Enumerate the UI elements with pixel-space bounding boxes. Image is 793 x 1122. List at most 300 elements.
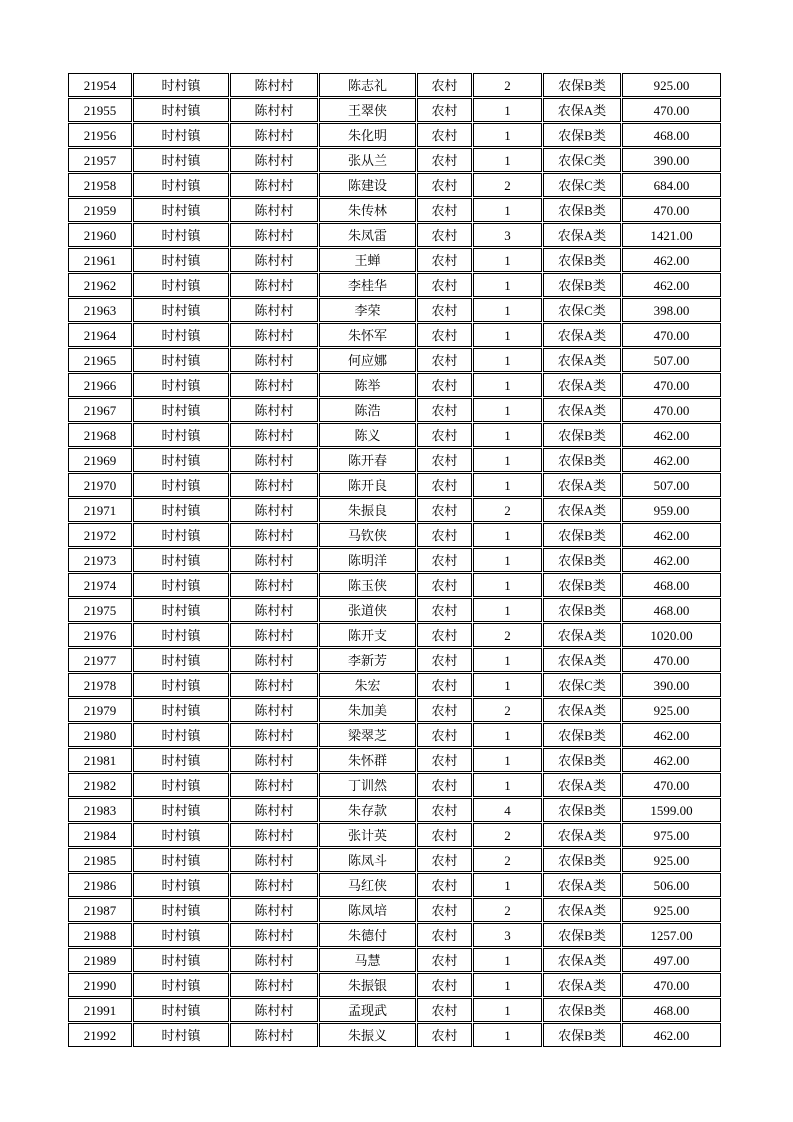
cell-id: 21963 <box>68 298 132 322</box>
cell-count: 1 <box>473 723 542 747</box>
cell-count: 1 <box>473 523 542 547</box>
table-row <box>68 323 721 347</box>
cell-amount: 684.00 <box>622 173 721 197</box>
cell-village: 陈村村 <box>230 248 318 272</box>
cell-amount: 462.00 <box>622 523 721 547</box>
table-row <box>68 798 721 822</box>
cell-amount: 1257.00 <box>622 923 721 947</box>
cell-amount: 462.00 <box>622 748 721 772</box>
insurance-table <box>67 72 722 1048</box>
cell-name: 张从兰 <box>319 148 416 172</box>
cell-count: 2 <box>473 698 542 722</box>
cell-category: 农村 <box>417 948 472 972</box>
cell-id: 21960 <box>68 223 132 247</box>
cell-id: 21984 <box>68 823 132 847</box>
cell-name: 朱振良 <box>319 498 416 522</box>
cell-id: 21958 <box>68 173 132 197</box>
cell-count: 1 <box>473 548 542 572</box>
cell-insurance_type: 农保B类 <box>543 598 621 622</box>
table-row <box>68 973 721 997</box>
cell-amount: 1599.00 <box>622 798 721 822</box>
table-row <box>68 698 721 722</box>
cell-count: 1 <box>473 648 542 672</box>
cell-id: 21959 <box>68 198 132 222</box>
cell-village: 陈村村 <box>230 98 318 122</box>
cell-village: 陈村村 <box>230 798 318 822</box>
cell-amount: 462.00 <box>622 423 721 447</box>
cell-category: 农村 <box>417 598 472 622</box>
cell-id: 21983 <box>68 798 132 822</box>
cell-amount: 1421.00 <box>622 223 721 247</box>
cell-name: 何应娜 <box>319 348 416 372</box>
cell-village: 陈村村 <box>230 873 318 897</box>
cell-amount: 959.00 <box>622 498 721 522</box>
cell-count: 1 <box>473 398 542 422</box>
cell-name: 陈志礼 <box>319 73 416 97</box>
cell-village: 陈村村 <box>230 973 318 997</box>
cell-name: 陈开支 <box>319 623 416 647</box>
cell-name: 朱化明 <box>319 123 416 147</box>
cell-village: 陈村村 <box>230 623 318 647</box>
cell-count: 1 <box>473 948 542 972</box>
cell-id: 21964 <box>68 323 132 347</box>
cell-id: 21986 <box>68 873 132 897</box>
cell-insurance_type: 农保B类 <box>543 923 621 947</box>
table-row <box>68 273 721 297</box>
cell-village: 陈村村 <box>230 123 318 147</box>
cell-town: 时村镇 <box>133 923 229 947</box>
cell-name: 丁训然 <box>319 773 416 797</box>
cell-category: 农村 <box>417 223 472 247</box>
cell-count: 1 <box>473 98 542 122</box>
cell-amount: 468.00 <box>622 573 721 597</box>
cell-category: 农村 <box>417 673 472 697</box>
cell-village: 陈村村 <box>230 298 318 322</box>
cell-amount: 975.00 <box>622 823 721 847</box>
cell-amount: 390.00 <box>622 148 721 172</box>
table-row <box>68 173 721 197</box>
cell-id: 21972 <box>68 523 132 547</box>
cell-name: 马钦侠 <box>319 523 416 547</box>
cell-town: 时村镇 <box>133 173 229 197</box>
cell-village: 陈村村 <box>230 898 318 922</box>
cell-insurance_type: 农保B类 <box>543 723 621 747</box>
cell-count: 1 <box>473 1023 542 1047</box>
cell-insurance_type: 农保A类 <box>543 398 621 422</box>
table-row <box>68 423 721 447</box>
cell-village: 陈村村 <box>230 498 318 522</box>
cell-amount: 470.00 <box>622 198 721 222</box>
cell-town: 时村镇 <box>133 248 229 272</box>
cell-count: 2 <box>473 823 542 847</box>
cell-category: 农村 <box>417 273 472 297</box>
cell-count: 2 <box>473 73 542 97</box>
cell-amount: 507.00 <box>622 348 721 372</box>
cell-id: 21976 <box>68 623 132 647</box>
cell-count: 1 <box>473 448 542 472</box>
cell-village: 陈村村 <box>230 398 318 422</box>
cell-village: 陈村村 <box>230 148 318 172</box>
cell-village: 陈村村 <box>230 1023 318 1047</box>
cell-insurance_type: 农保A类 <box>543 648 621 672</box>
cell-category: 农村 <box>417 773 472 797</box>
cell-insurance_type: 农保A类 <box>543 223 621 247</box>
cell-count: 1 <box>473 673 542 697</box>
cell-id: 21982 <box>68 773 132 797</box>
cell-category: 农村 <box>417 448 472 472</box>
cell-id: 21975 <box>68 598 132 622</box>
cell-amount: 470.00 <box>622 398 721 422</box>
cell-category: 农村 <box>417 248 472 272</box>
cell-name: 朱怀军 <box>319 323 416 347</box>
cell-village: 陈村村 <box>230 548 318 572</box>
cell-town: 时村镇 <box>133 998 229 1022</box>
cell-name: 张道侠 <box>319 598 416 622</box>
cell-town: 时村镇 <box>133 848 229 872</box>
cell-count: 3 <box>473 923 542 947</box>
cell-count: 2 <box>473 173 542 197</box>
table-row <box>68 473 721 497</box>
cell-id: 21967 <box>68 398 132 422</box>
table-row <box>68 123 721 147</box>
cell-id: 21973 <box>68 548 132 572</box>
cell-category: 农村 <box>417 198 472 222</box>
cell-name: 李桂华 <box>319 273 416 297</box>
cell-town: 时村镇 <box>133 273 229 297</box>
cell-count: 1 <box>473 248 542 272</box>
cell-category: 农村 <box>417 623 472 647</box>
cell-town: 时村镇 <box>133 898 229 922</box>
cell-insurance_type: 农保A类 <box>543 373 621 397</box>
cell-village: 陈村村 <box>230 273 318 297</box>
cell-name: 马红侠 <box>319 873 416 897</box>
table-row <box>68 98 721 122</box>
cell-insurance_type: 农保C类 <box>543 148 621 172</box>
cell-id: 21957 <box>68 148 132 172</box>
cell-amount: 507.00 <box>622 473 721 497</box>
table-row <box>68 373 721 397</box>
cell-insurance_type: 农保B类 <box>543 573 621 597</box>
cell-id: 21956 <box>68 123 132 147</box>
cell-insurance_type: 农保A类 <box>543 773 621 797</box>
table-row <box>68 923 721 947</box>
cell-village: 陈村村 <box>230 198 318 222</box>
cell-town: 时村镇 <box>133 148 229 172</box>
cell-town: 时村镇 <box>133 623 229 647</box>
cell-village: 陈村村 <box>230 348 318 372</box>
cell-village: 陈村村 <box>230 448 318 472</box>
cell-town: 时村镇 <box>133 73 229 97</box>
cell-insurance_type: 农保A类 <box>543 473 621 497</box>
cell-town: 时村镇 <box>133 798 229 822</box>
table-row <box>68 548 721 572</box>
cell-insurance_type: 农保A类 <box>543 898 621 922</box>
cell-count: 4 <box>473 798 542 822</box>
cell-name: 陈举 <box>319 373 416 397</box>
cell-amount: 470.00 <box>622 323 721 347</box>
cell-town: 时村镇 <box>133 748 229 772</box>
table-row <box>68 448 721 472</box>
cell-insurance_type: 农保B类 <box>543 748 621 772</box>
cell-category: 农村 <box>417 748 472 772</box>
cell-insurance_type: 农保A类 <box>543 823 621 847</box>
cell-amount: 468.00 <box>622 123 721 147</box>
cell-insurance_type: 农保A类 <box>543 873 621 897</box>
cell-town: 时村镇 <box>133 648 229 672</box>
cell-town: 时村镇 <box>133 448 229 472</box>
table-row <box>68 848 721 872</box>
cell-town: 时村镇 <box>133 323 229 347</box>
cell-town: 时村镇 <box>133 298 229 322</box>
cell-amount: 1020.00 <box>622 623 721 647</box>
cell-town: 时村镇 <box>133 423 229 447</box>
cell-town: 时村镇 <box>133 948 229 972</box>
cell-category: 农村 <box>417 498 472 522</box>
table-row <box>68 823 721 847</box>
cell-village: 陈村村 <box>230 698 318 722</box>
cell-id: 21965 <box>68 348 132 372</box>
cell-town: 时村镇 <box>133 373 229 397</box>
table-row <box>68 248 721 272</box>
cell-town: 时村镇 <box>133 698 229 722</box>
cell-insurance_type: 农保B类 <box>543 73 621 97</box>
cell-insurance_type: 农保B类 <box>543 848 621 872</box>
cell-name: 朱加美 <box>319 698 416 722</box>
cell-count: 1 <box>473 373 542 397</box>
table-row <box>68 223 721 247</box>
cell-id: 21990 <box>68 973 132 997</box>
cell-town: 时村镇 <box>133 523 229 547</box>
cell-amount: 925.00 <box>622 898 721 922</box>
cell-category: 农村 <box>417 123 472 147</box>
cell-id: 21968 <box>68 423 132 447</box>
cell-name: 陈凤斗 <box>319 848 416 872</box>
cell-insurance_type: 农保C类 <box>543 673 621 697</box>
cell-name: 孟现武 <box>319 998 416 1022</box>
cell-category: 农村 <box>417 323 472 347</box>
cell-insurance_type: 农保B类 <box>543 998 621 1022</box>
cell-category: 农村 <box>417 798 472 822</box>
table-row <box>68 398 721 422</box>
table-row <box>68 73 721 97</box>
cell-village: 陈村村 <box>230 473 318 497</box>
cell-amount: 390.00 <box>622 673 721 697</box>
cell-name: 朱怀群 <box>319 748 416 772</box>
cell-count: 1 <box>473 598 542 622</box>
cell-name: 朱宏 <box>319 673 416 697</box>
cell-count: 1 <box>473 123 542 147</box>
cell-category: 农村 <box>417 348 472 372</box>
table-row <box>68 573 721 597</box>
cell-count: 1 <box>473 473 542 497</box>
cell-amount: 470.00 <box>622 773 721 797</box>
cell-village: 陈村村 <box>230 673 318 697</box>
table-row <box>68 198 721 222</box>
cell-id: 21979 <box>68 698 132 722</box>
cell-id: 21991 <box>68 998 132 1022</box>
cell-village: 陈村村 <box>230 723 318 747</box>
cell-village: 陈村村 <box>230 73 318 97</box>
table-row <box>68 298 721 322</box>
cell-town: 时村镇 <box>133 348 229 372</box>
table-row <box>68 998 721 1022</box>
cell-amount: 470.00 <box>622 373 721 397</box>
cell-insurance_type: 农保A类 <box>543 623 621 647</box>
cell-name: 梁翠芝 <box>319 723 416 747</box>
cell-insurance_type: 农保B类 <box>543 123 621 147</box>
cell-insurance_type: 农保A类 <box>543 948 621 972</box>
table-row <box>68 148 721 172</box>
cell-village: 陈村村 <box>230 223 318 247</box>
cell-name: 陈开春 <box>319 448 416 472</box>
cell-village: 陈村村 <box>230 598 318 622</box>
cell-insurance_type: 农保B类 <box>543 448 621 472</box>
cell-count: 1 <box>473 773 542 797</box>
cell-category: 农村 <box>417 73 472 97</box>
cell-insurance_type: 农保B类 <box>543 523 621 547</box>
cell-id: 21978 <box>68 673 132 697</box>
cell-id: 21985 <box>68 848 132 872</box>
table-row <box>68 948 721 972</box>
cell-town: 时村镇 <box>133 823 229 847</box>
cell-amount: 470.00 <box>622 98 721 122</box>
cell-insurance_type: 农保B类 <box>543 798 621 822</box>
cell-amount: 497.00 <box>622 948 721 972</box>
cell-village: 陈村村 <box>230 373 318 397</box>
cell-town: 时村镇 <box>133 198 229 222</box>
cell-id: 21981 <box>68 748 132 772</box>
table-row <box>68 523 721 547</box>
cell-amount: 470.00 <box>622 973 721 997</box>
cell-insurance_type: 农保A类 <box>543 348 621 372</box>
cell-insurance_type: 农保C类 <box>543 173 621 197</box>
cell-count: 1 <box>473 148 542 172</box>
cell-id: 21969 <box>68 448 132 472</box>
cell-name: 朱传林 <box>319 198 416 222</box>
cell-id: 21961 <box>68 248 132 272</box>
cell-village: 陈村村 <box>230 573 318 597</box>
cell-town: 时村镇 <box>133 98 229 122</box>
cell-town: 时村镇 <box>133 548 229 572</box>
cell-town: 时村镇 <box>133 473 229 497</box>
cell-village: 陈村村 <box>230 523 318 547</box>
cell-amount: 468.00 <box>622 998 721 1022</box>
cell-count: 1 <box>473 348 542 372</box>
cell-id: 21955 <box>68 98 132 122</box>
cell-category: 农村 <box>417 423 472 447</box>
cell-count: 1 <box>473 198 542 222</box>
cell-category: 农村 <box>417 523 472 547</box>
cell-village: 陈村村 <box>230 323 318 347</box>
cell-town: 时村镇 <box>133 598 229 622</box>
cell-name: 陈建设 <box>319 173 416 197</box>
cell-town: 时村镇 <box>133 1023 229 1047</box>
cell-name: 朱振义 <box>319 1023 416 1047</box>
cell-insurance_type: 农保B类 <box>543 548 621 572</box>
insurance-table-body <box>68 73 721 1047</box>
cell-count: 1 <box>473 323 542 347</box>
cell-amount: 468.00 <box>622 598 721 622</box>
cell-insurance_type: 农保A类 <box>543 323 621 347</box>
cell-category: 农村 <box>417 373 472 397</box>
cell-name: 马慧 <box>319 948 416 972</box>
cell-name: 朱振银 <box>319 973 416 997</box>
cell-count: 3 <box>473 223 542 247</box>
cell-category: 农村 <box>417 873 472 897</box>
table-row <box>68 673 721 697</box>
cell-town: 时村镇 <box>133 723 229 747</box>
cell-town: 时村镇 <box>133 773 229 797</box>
cell-name: 朱德付 <box>319 923 416 947</box>
cell-id: 21980 <box>68 723 132 747</box>
cell-id: 21989 <box>68 948 132 972</box>
cell-category: 农村 <box>417 173 472 197</box>
cell-category: 农村 <box>417 298 472 322</box>
cell-insurance_type: 农保B类 <box>543 248 621 272</box>
cell-amount: 462.00 <box>622 723 721 747</box>
cell-id: 21992 <box>68 1023 132 1047</box>
cell-amount: 925.00 <box>622 73 721 97</box>
cell-category: 农村 <box>417 998 472 1022</box>
cell-amount: 506.00 <box>622 873 721 897</box>
cell-count: 1 <box>473 298 542 322</box>
cell-count: 1 <box>473 973 542 997</box>
cell-village: 陈村村 <box>230 998 318 1022</box>
cell-count: 1 <box>473 573 542 597</box>
cell-id: 21962 <box>68 273 132 297</box>
cell-category: 农村 <box>417 648 472 672</box>
cell-name: 王翠侠 <box>319 98 416 122</box>
table-row <box>68 598 721 622</box>
cell-count: 1 <box>473 273 542 297</box>
table-row <box>68 873 721 897</box>
cell-name: 李新芳 <box>319 648 416 672</box>
cell-village: 陈村村 <box>230 848 318 872</box>
cell-category: 农村 <box>417 898 472 922</box>
cell-amount: 398.00 <box>622 298 721 322</box>
cell-town: 时村镇 <box>133 873 229 897</box>
cell-name: 陈凤培 <box>319 898 416 922</box>
cell-name: 陈开良 <box>319 473 416 497</box>
cell-category: 农村 <box>417 98 472 122</box>
cell-insurance_type: 农保B类 <box>543 198 621 222</box>
cell-amount: 462.00 <box>622 448 721 472</box>
cell-id: 21988 <box>68 923 132 947</box>
cell-id: 21971 <box>68 498 132 522</box>
cell-town: 时村镇 <box>133 673 229 697</box>
cell-town: 时村镇 <box>133 498 229 522</box>
cell-count: 2 <box>473 623 542 647</box>
cell-insurance_type: 农保A类 <box>543 498 621 522</box>
cell-village: 陈村村 <box>230 173 318 197</box>
cell-village: 陈村村 <box>230 948 318 972</box>
table-row <box>68 1023 721 1047</box>
cell-count: 1 <box>473 423 542 447</box>
cell-insurance_type: 农保A类 <box>543 973 621 997</box>
cell-count: 1 <box>473 998 542 1022</box>
cell-name: 李荣 <box>319 298 416 322</box>
cell-name: 张计英 <box>319 823 416 847</box>
cell-name: 陈明洋 <box>319 548 416 572</box>
table-row <box>68 723 721 747</box>
cell-amount: 925.00 <box>622 848 721 872</box>
table-row <box>68 773 721 797</box>
cell-insurance_type: 农保B类 <box>543 1023 621 1047</box>
cell-insurance_type: 农保A类 <box>543 98 621 122</box>
cell-amount: 462.00 <box>622 548 721 572</box>
cell-insurance_type: 农保B类 <box>543 423 621 447</box>
cell-id: 21954 <box>68 73 132 97</box>
